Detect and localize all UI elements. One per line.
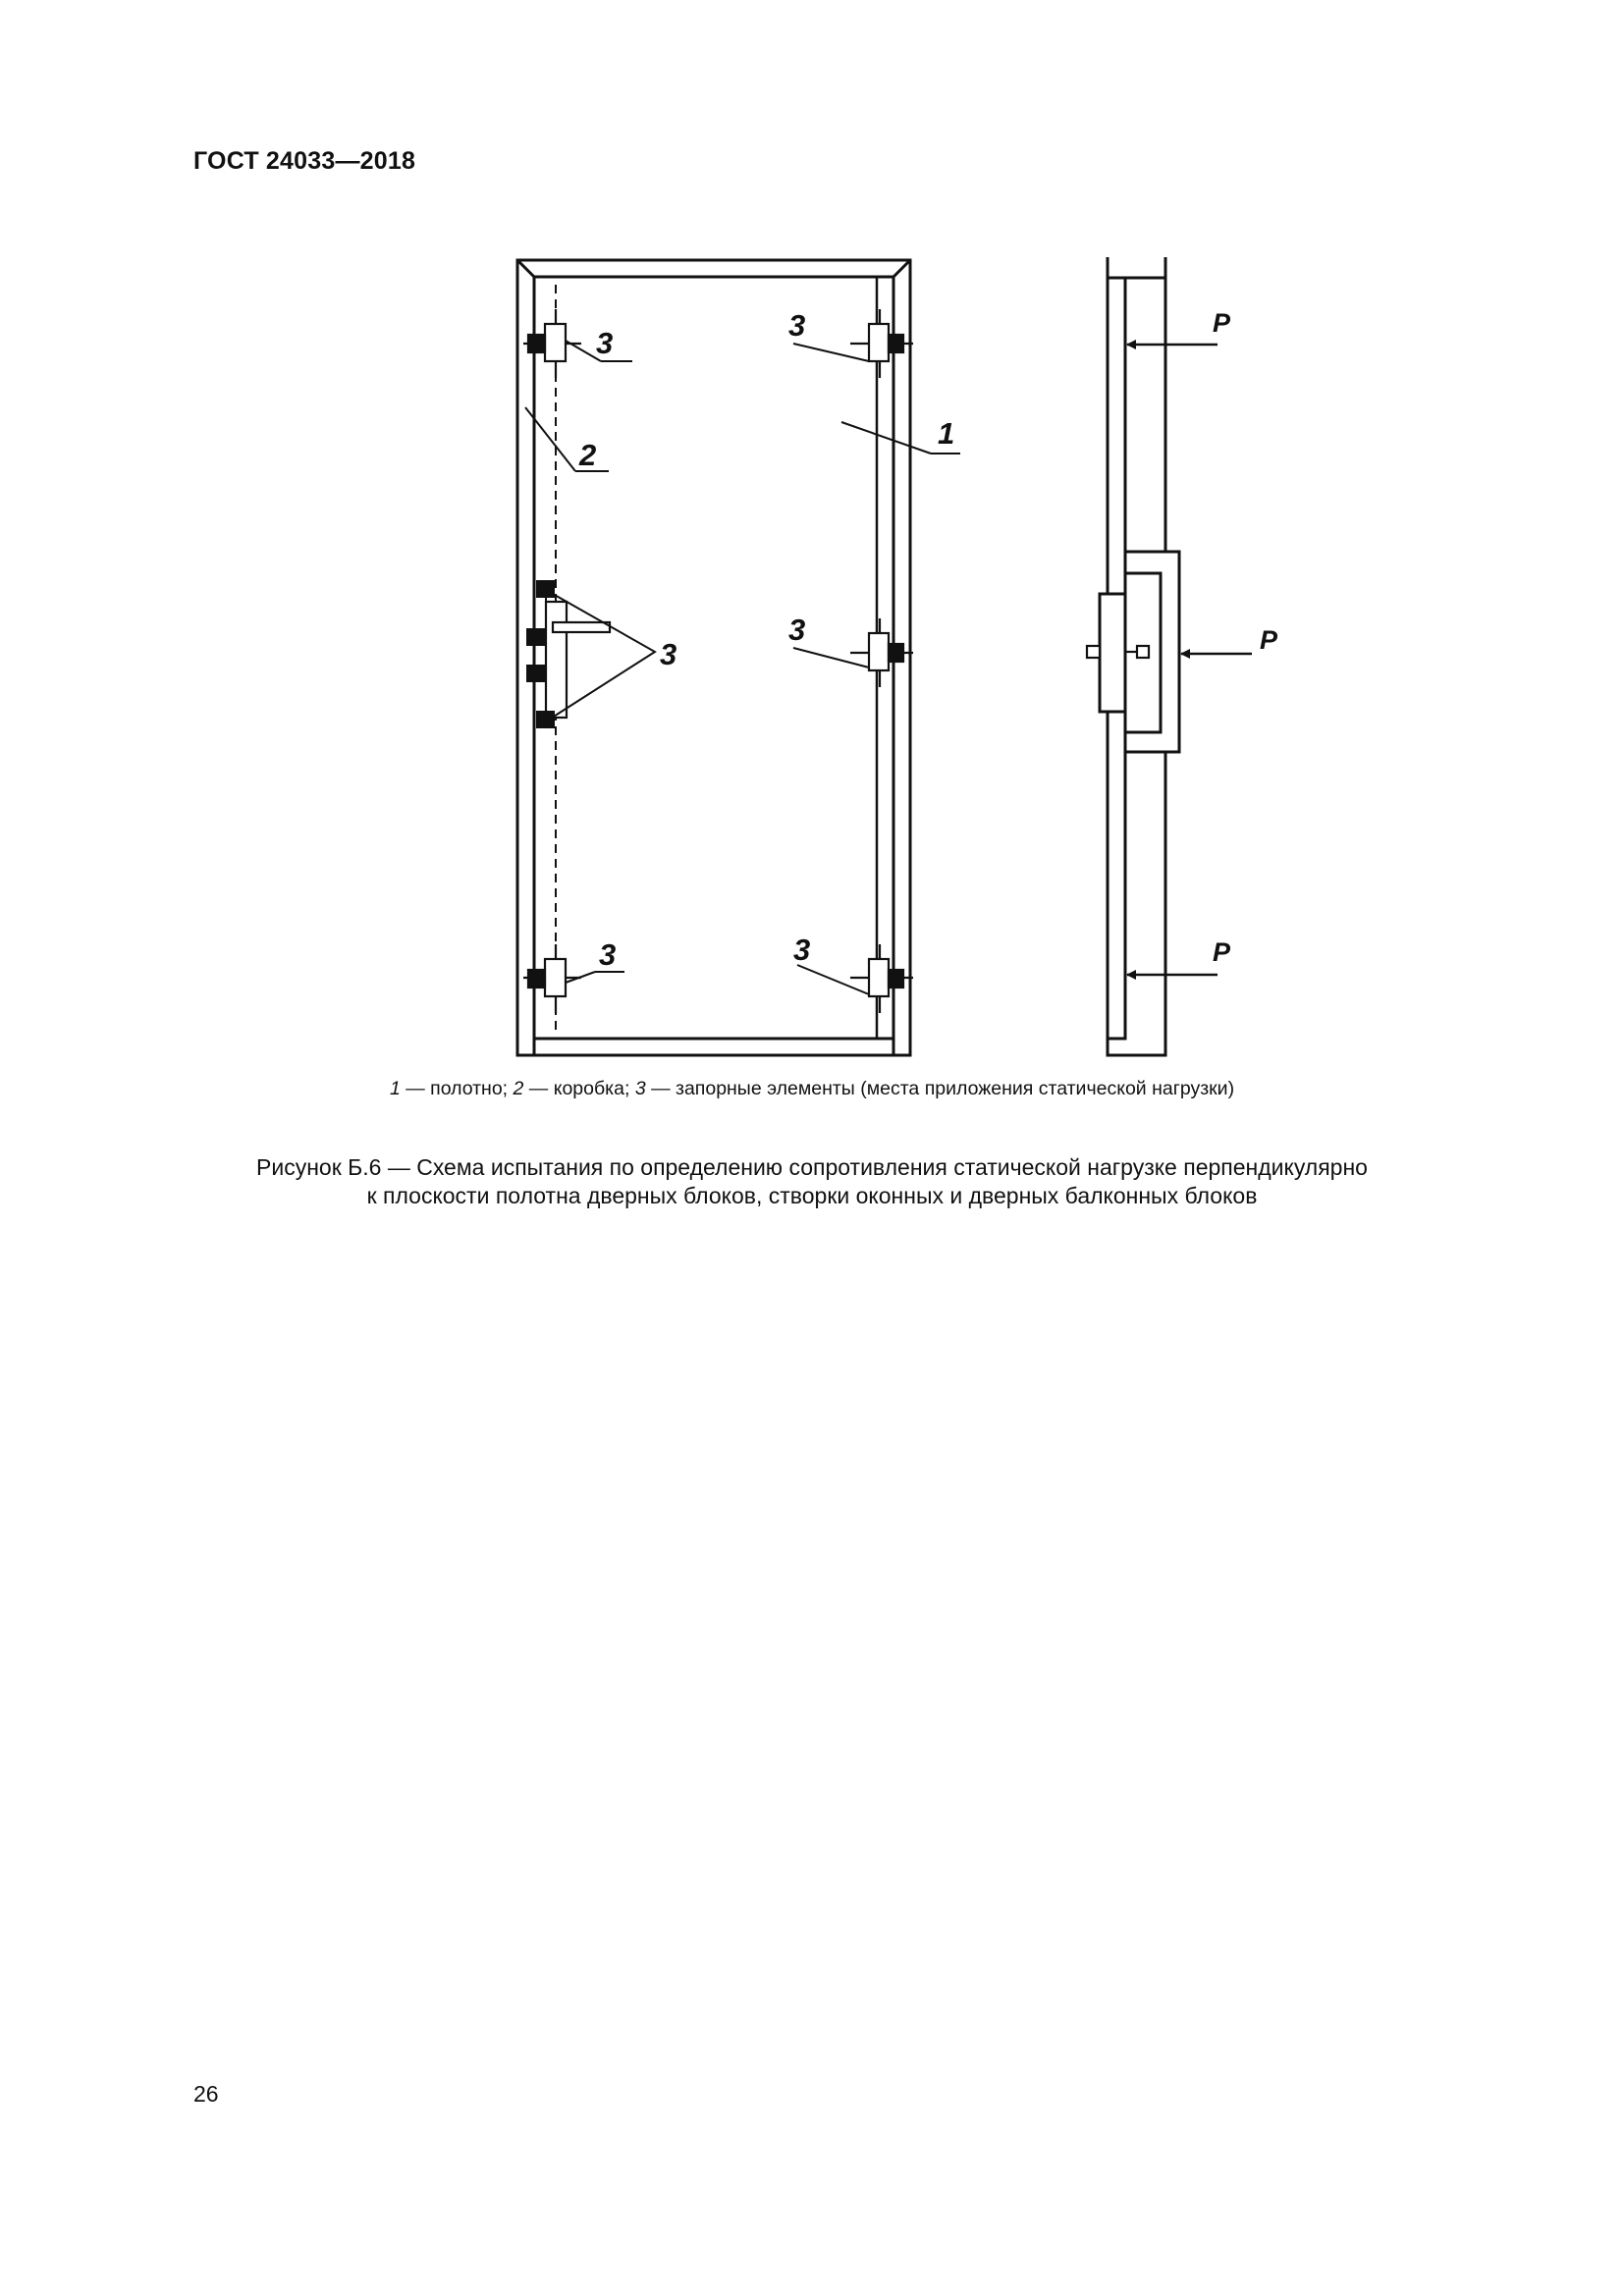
label-hinge-top-left: 3 xyxy=(596,326,614,360)
legend-text-1: — полотно; xyxy=(400,1078,514,1099)
side-handle-plate xyxy=(1100,594,1125,712)
label-load-bottom: P xyxy=(1213,937,1231,967)
legend-text-2: — коробка; xyxy=(523,1078,635,1099)
side-handle-stub xyxy=(1087,646,1100,658)
label-load-top: P xyxy=(1213,308,1231,338)
label-leaf: 1 xyxy=(938,416,955,451)
leader-lock-top-right xyxy=(793,344,869,361)
label-frame: 2 xyxy=(579,438,597,472)
label-lock-mid-right: 3 xyxy=(788,613,806,647)
label-hinge-bottom-left: 3 xyxy=(599,937,617,972)
frame-miter-right xyxy=(893,260,910,277)
legend-number-2: 2 xyxy=(513,1078,524,1099)
lock-top-right xyxy=(850,309,913,378)
page-number: 26 xyxy=(193,2081,219,2107)
door-side-view xyxy=(1087,257,1179,1055)
legend-number-1: 1 xyxy=(389,1078,401,1099)
label-lock-bottom-right: 3 xyxy=(793,933,811,967)
frame-outer xyxy=(517,260,910,1055)
caption-line-1: Рисунок Б.6 — Схема испытания по определению сопротивления статической нагрузке перпендикулярно xyxy=(256,1154,1368,1180)
door-front-view xyxy=(517,260,910,1055)
hinge-bottom-left xyxy=(523,944,581,1013)
lock-bottom-right xyxy=(850,944,913,1013)
frame-miter-left xyxy=(517,260,534,277)
legend-text-3: — запорные элементы (места приложения статической нагрузки) xyxy=(645,1078,1235,1099)
leader-lock-bottom-right xyxy=(797,965,869,994)
label-load-middle: P xyxy=(1260,625,1278,655)
document-header: ГОСТ 24033—2018 xyxy=(193,147,416,175)
lock-mid-right xyxy=(850,618,913,687)
test-scheme-figure xyxy=(0,0,1624,1070)
frame-inner xyxy=(534,277,893,1055)
label-lock-group: 3 xyxy=(660,637,677,671)
leader-leaf xyxy=(841,422,931,454)
side-spindle-end xyxy=(1137,646,1149,658)
figure-caption xyxy=(0,1153,1624,1210)
legend-number-3: 3 xyxy=(634,1078,646,1099)
caption-line-2: к плоскости полотна дверных блоков, створки оконных и дверных балконных блоков xyxy=(366,1183,1258,1208)
figure-legend xyxy=(0,1078,1624,1100)
leader-lock-mid-right xyxy=(793,648,869,667)
label-lock-top-right: 3 xyxy=(788,308,806,343)
hinge-top-left xyxy=(523,309,581,378)
